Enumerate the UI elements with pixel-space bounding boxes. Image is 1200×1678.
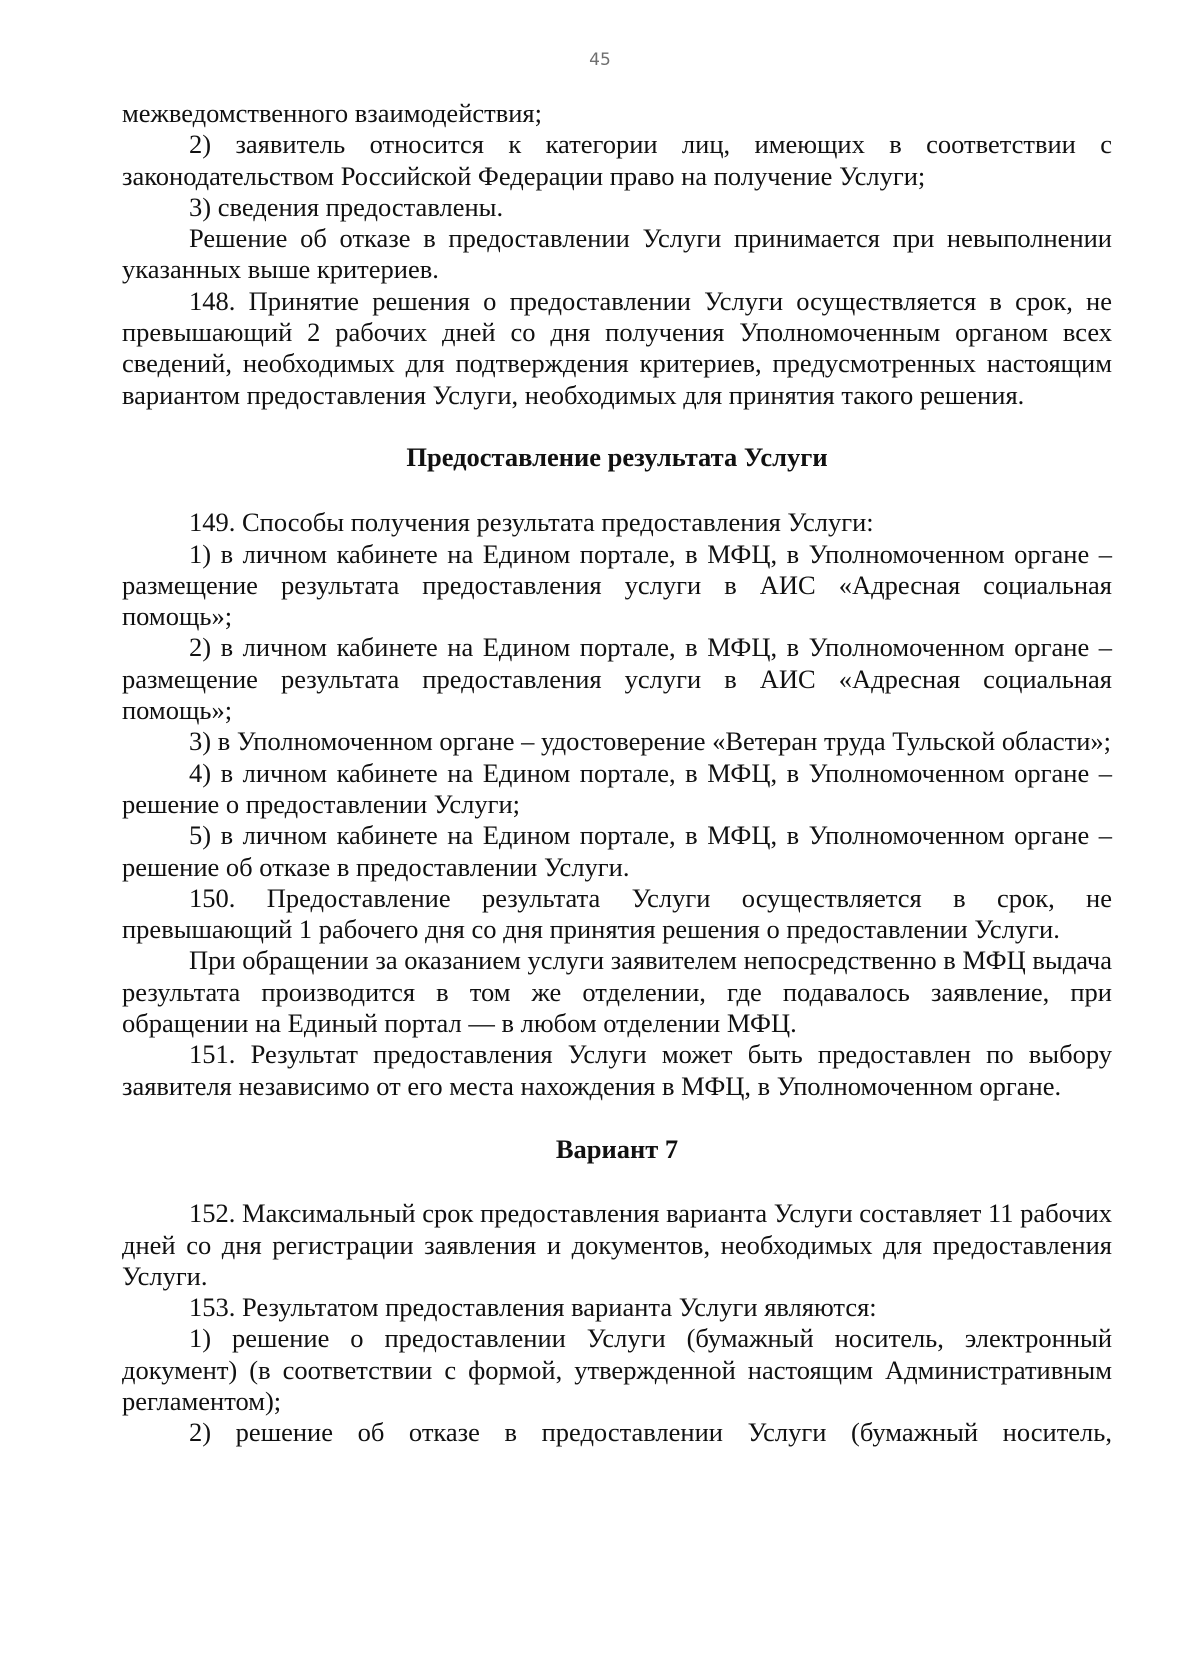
paragraph-152: 152. Максимальный срок предоставления варианта Услуги составляет 11 рабочих дней со дня регистрации заявления и документов, необходимых для предоставления Услуги. bbox=[122, 1198, 1112, 1291]
paragraph-149-item-3: 3) в Уполномоченном органе – удостоверение «Ветеран труда Тульской области»; bbox=[189, 726, 1112, 757]
paragraph-criterion-3: 3) сведения предоставлены. bbox=[189, 191, 504, 222]
section-heading-result-provision: Предоставление результата Услуги bbox=[406, 441, 828, 472]
paragraph-150: 150. Предоставление результата Услуги осуществляется в срок, не превышающий 1 рабочего дня со дня принятия решения о предоставлении Услуги. bbox=[122, 882, 1112, 945]
paragraph-153-item-2: 2) решение об отказе в предоставлении Услуги (бумажный носитель, bbox=[189, 1417, 1112, 1448]
paragraph-149-item-4: 4) в личном кабинете на Едином портале, в МФЦ, в Уполномоченном органе – решение о предоставлении Услуги; bbox=[122, 757, 1112, 819]
paragraph-149-item-5: 5) в личном кабинете на Едином портале, в МФЦ, в Уполномоченном органе – решение об отказе в предоставлении Услуги. bbox=[122, 820, 1112, 882]
paragraph-refusal-decision: Решение об отказе в предоставлении Услуги принимается при невыполнении указанных выше критериев. bbox=[122, 223, 1112, 285]
paragraph-153-item-1: 1) решение о предоставлении Услуги (бумажный носитель, электронный документ) (в соответствии с формой, утвержденной настоящим Административным регламентом); bbox=[122, 1323, 1112, 1416]
section-heading-variant-7: Вариант 7 bbox=[555, 1133, 679, 1164]
paragraph-148: 148. Принятие решения о предоставлении Услуги осуществляется в срок, не превышающий 2 рабочих дней со дня получения Уполномоченным органом всех сведений, необходимых для подтверждения критериев, предусмотренных настоящим вариантом предоставления Услуги, необходимых для принятия такого решения. bbox=[122, 285, 1112, 410]
paragraph-criterion-2: 2) заявитель относится к категории лиц, имеющих в соответствии с законодательством Российской Федерации право на получение Услуги; bbox=[122, 129, 1112, 191]
paragraph-151: 151. Результат предоставления Услуги может быть предоставлен по выбору заявителя независимо от его места нахождения в МФЦ, в Уполномоченном органе. bbox=[122, 1039, 1112, 1101]
paragraph-149-item-2: 2) в личном кабинете на Едином портале, в МФЦ, в Уполномоченном органе – размещение результата предоставления услуги в АИС «Адресная социальная помощь»; bbox=[122, 632, 1112, 726]
paragraph-mfc-issuance: При обращении за оказанием услуги заявителем непосредственно в МФЦ выдача результата производится в том же отделении, где подавалось заявление, при обращении на Единый портал — в любом отделении МФЦ. bbox=[122, 945, 1112, 1039]
paragraph-interagency-continuation: межведомственного взаимодействия; bbox=[122, 98, 542, 128]
page-number: 45 bbox=[589, 50, 611, 70]
paragraph-153: 153. Результатом предоставления варианта Услуги являются: bbox=[189, 1292, 877, 1323]
paragraph-149-item-1: 1) в личном кабинете на Едином портале, в МФЦ, в Уполномоченном органе – размещение результата предоставления услуги в АИС «Адресная социальная помощь»; bbox=[122, 538, 1112, 632]
paragraph-149: 149. Способы получения результата предоставления Услуги: bbox=[189, 507, 874, 538]
document-body bbox=[122, 98, 1112, 1449]
